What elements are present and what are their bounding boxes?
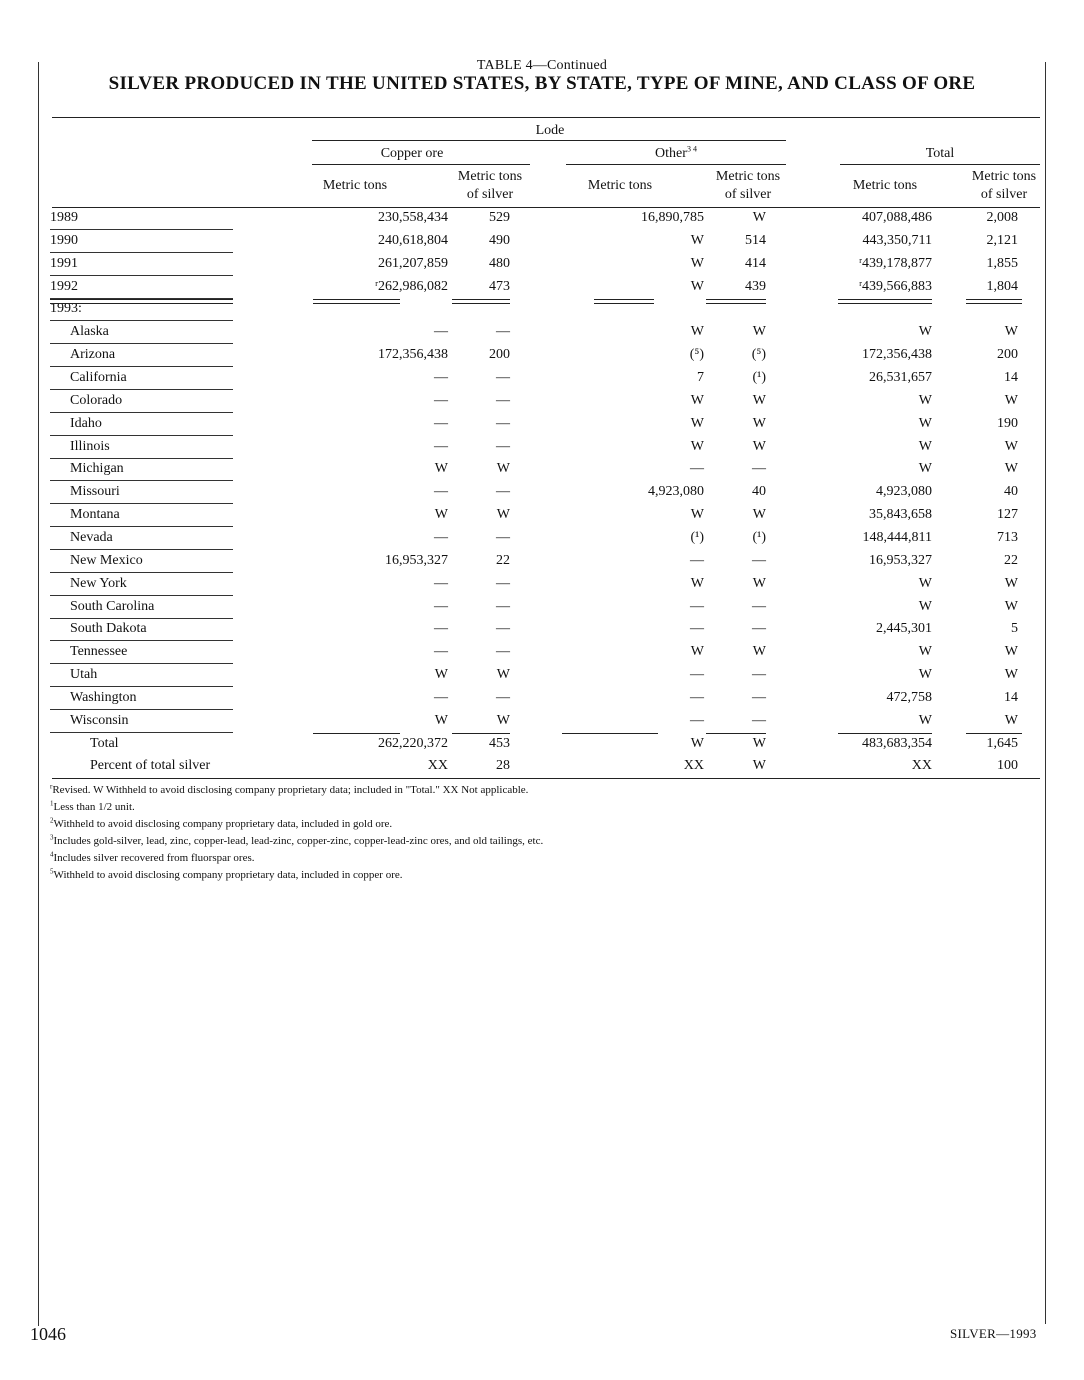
cell-col3: —: [690, 598, 704, 614]
cell-col5: 4,923,080: [876, 484, 932, 500]
row-label: Montana: [70, 507, 120, 523]
cell-col5: W: [918, 575, 932, 591]
cell-col4: —: [752, 667, 766, 682]
row-label: Michigan: [70, 461, 124, 477]
cell-col6: 40: [1004, 484, 1018, 500]
cell-col1: —: [434, 392, 448, 408]
total-rule-c3: [562, 733, 658, 734]
cell-col4: —: [752, 461, 766, 477]
cell-col1: —: [434, 621, 448, 637]
footnote-mark: 4: [50, 850, 54, 859]
cell-col5: W: [918, 438, 932, 454]
cell-col1: —: [434, 529, 448, 545]
other-header: [566, 145, 786, 162]
cell-col6: 14: [1004, 689, 1018, 705]
cell-col1: —: [434, 415, 448, 431]
copper-ore-header: Copper ore: [380, 146, 444, 161]
cell-col5: 472,758: [886, 689, 932, 705]
cell-col6: W: [1004, 324, 1018, 340]
cell-col3: W: [690, 507, 704, 523]
row-label: Arizona: [70, 347, 116, 363]
footnote-text: Includes gold-silver, lead, zinc, copper-lead, lead-zinc, copper-zinc, copper-lead-zinc ores, and old tailings, etc.: [53, 835, 544, 847]
double-rule-c5: [838, 299, 932, 304]
cell-col1: —: [434, 575, 448, 591]
cell-col2: —: [496, 415, 510, 431]
table-row: [50, 207, 1040, 230]
cell-col1: W: [434, 667, 448, 682]
total-rule-c4: [706, 733, 766, 734]
cell-col4: (¹): [752, 370, 766, 385]
cell-col3: W: [690, 392, 704, 408]
cell-col5: 2,445,301: [876, 621, 932, 637]
row-label: 1991: [50, 255, 78, 271]
running-head: SILVER—1993: [950, 1326, 1037, 1341]
copper-ore-rule: [312, 164, 530, 165]
col-total-metric-tons: Metric tons: [852, 178, 918, 193]
table-caption: TABLE 4—Continued: [476, 58, 608, 73]
cell-col4: W: [752, 575, 766, 591]
cell-col6: 2,121: [986, 232, 1018, 248]
cell-col3: W: [690, 278, 704, 294]
cell-col3: W: [690, 644, 704, 660]
cell-col4: 414: [745, 255, 766, 271]
row-label: Tennessee: [70, 644, 128, 660]
cell-col4: W: [752, 392, 766, 408]
cell-col3: —: [690, 461, 704, 477]
table-row: [50, 733, 1040, 756]
lode-rule: [312, 140, 786, 141]
cell-col2: —: [496, 644, 510, 660]
double-rule-c2: [452, 299, 510, 304]
cell-col6: 100: [997, 758, 1018, 774]
cell-col5: 407,088,486: [862, 210, 932, 225]
table-row: [50, 321, 1040, 344]
right-margin-rule: [1045, 62, 1046, 1324]
row-label: 1992: [50, 278, 78, 294]
cell-col3: W: [690, 735, 704, 751]
cell-col1: 240,618,804: [378, 232, 448, 248]
col-other-silver-line2: of silver: [724, 187, 772, 202]
cell-col3: XX: [683, 758, 704, 774]
cell-col4: —: [752, 689, 766, 705]
table-row: [50, 573, 1040, 596]
double-rule-c4: [706, 299, 766, 304]
cell-col5: W: [918, 415, 932, 431]
cell-col3: (¹): [690, 529, 704, 545]
cell-col1: —: [434, 644, 448, 660]
cell-col4: W: [752, 644, 766, 660]
cell-col3: (⁵): [689, 347, 704, 363]
double-rule-c6: [966, 299, 1022, 304]
cell-col2: 529: [489, 210, 510, 225]
table-top-rule: [52, 117, 1040, 118]
cell-col6: 713: [997, 529, 1018, 545]
cell-col6: W: [1004, 712, 1018, 728]
cell-col5: XX: [911, 758, 932, 774]
cell-col4: W: [752, 735, 766, 751]
cell-col1: W: [434, 507, 448, 523]
footnotes: [50, 782, 543, 884]
cell-col6: 200: [997, 347, 1018, 363]
cell-col4: W: [752, 415, 766, 431]
table-row: [50, 687, 1040, 710]
row-label: South Dakota: [70, 621, 147, 637]
cell-col4: —: [752, 621, 766, 637]
cell-col2: —: [496, 438, 510, 454]
cell-col4: 514: [745, 232, 766, 248]
double-rule-stub: [50, 299, 233, 304]
col-copper-silver-line2: of silver: [466, 187, 514, 202]
cell-col4: (¹): [752, 529, 766, 545]
cell-col2: —: [496, 689, 510, 705]
double-rule-c1: [313, 299, 400, 304]
cell-col2: 28: [496, 758, 510, 774]
cell-col5: W: [918, 324, 932, 340]
cell-col3: —: [690, 667, 704, 682]
footnote: [50, 867, 543, 884]
row-label: Wisconsin: [70, 712, 129, 728]
table-row: [50, 390, 1040, 413]
row-label: Total: [90, 735, 119, 751]
cell-col1: —: [434, 598, 448, 614]
footnote-text: Less than 1/2 unit.: [53, 801, 135, 813]
total-rule-c6: [966, 733, 1022, 734]
footnote-text: Revised. W Withheld to avoid disclosing company proprietary data; included in "Total." XX Not applicable.: [52, 784, 529, 796]
col-copper-silver-line1: Metric tons: [457, 169, 523, 184]
table-title: SILVER PRODUCED IN THE UNITED STATES, BY STATE, TYPE OF MINE, AND CLASS OF ORE: [108, 73, 976, 94]
cell-col3: —: [690, 552, 704, 568]
page-number: 1046: [30, 1324, 66, 1344]
table-row: [50, 276, 1040, 299]
total-rule-c1: [313, 733, 400, 734]
footnote-mark: r: [50, 782, 53, 791]
cell-col2: —: [496, 621, 510, 637]
cell-col3: —: [690, 621, 704, 637]
other-rule: [566, 164, 786, 165]
row-label: Washington: [70, 689, 137, 705]
cell-col3: W: [690, 575, 704, 591]
cell-col4: W: [752, 507, 766, 523]
cell-col5: 148,444,811: [862, 529, 932, 545]
row-label: Missouri: [70, 484, 120, 500]
cell-col4: W: [752, 324, 766, 340]
other-header-label: Other: [655, 146, 687, 161]
row-label: Illinois: [70, 438, 110, 454]
footnote-mark: 1: [50, 799, 54, 808]
cell-col6: 1,645: [986, 735, 1018, 751]
cell-col2: 480: [489, 255, 510, 271]
cell-col5: W: [918, 644, 932, 660]
cell-col2: 490: [489, 232, 510, 248]
other-header-footnote-marks: 3 4: [686, 144, 697, 154]
table-row: [50, 367, 1040, 390]
footnote-text: Withheld to avoid disclosing company proprietary data, included in copper ore.: [53, 869, 403, 881]
cell-col5: W: [918, 598, 932, 614]
cell-col5: W: [918, 712, 932, 728]
table-row: [50, 641, 1040, 664]
table-row: [50, 550, 1040, 573]
cell-col6: W: [1004, 598, 1018, 614]
cell-col1: W: [434, 461, 448, 477]
cell-col2: W: [496, 667, 510, 682]
row-label: 1990: [50, 232, 78, 248]
cell-col4: W: [752, 210, 766, 225]
cell-col6: 2,008: [986, 210, 1018, 225]
cell-col1: 262,220,372: [378, 735, 448, 751]
row-label: South Carolina: [70, 598, 155, 614]
cell-col2: W: [496, 507, 510, 523]
cell-col2: —: [496, 598, 510, 614]
table-row: [50, 413, 1040, 436]
table-row: [50, 504, 1040, 527]
row-label: New Mexico: [70, 552, 143, 568]
table-bottom-rule: [52, 778, 1040, 779]
cell-col1: ʳ262,986,082: [374, 278, 448, 294]
cell-col2: —: [496, 484, 510, 500]
cell-col6: W: [1004, 575, 1018, 591]
col-other-silver-line1: Metric tons: [715, 169, 781, 184]
cell-col1: 230,558,434: [378, 210, 448, 225]
cell-col4: W: [752, 758, 766, 774]
table-row: [50, 755, 1040, 778]
cell-col6: 127: [997, 507, 1018, 523]
row-label: California: [70, 370, 127, 385]
cell-col3: 7: [697, 370, 704, 385]
table-row: [50, 618, 1040, 641]
cell-col3: W: [690, 324, 704, 340]
cell-col2: 473: [489, 278, 510, 294]
lode-header: Lode: [535, 123, 565, 138]
cell-col3: W: [690, 232, 704, 248]
cell-col1: XX: [427, 758, 448, 774]
cell-col6: W: [1004, 644, 1018, 660]
cell-col1: W: [434, 712, 448, 728]
cell-col2: —: [496, 575, 510, 591]
row-label: New York: [70, 575, 127, 591]
cell-col3: W: [690, 438, 704, 454]
cell-col2: 22: [496, 552, 510, 568]
cell-col2: —: [496, 370, 510, 385]
cell-col5: 483,683,354: [862, 735, 932, 751]
cell-col5: 443,350,711: [862, 232, 932, 248]
cell-col5: 16,953,327: [869, 552, 932, 568]
cell-col6: 1,804: [986, 278, 1018, 294]
cell-col3: 16,890,785: [641, 210, 704, 225]
total-header: Total: [925, 146, 955, 161]
total-rule-c2: [452, 733, 510, 734]
total-rule-c5: [838, 733, 932, 734]
cell-col1: —: [434, 438, 448, 454]
table-row: [50, 596, 1040, 619]
cell-col2: 453: [489, 735, 510, 751]
cell-col4: —: [752, 598, 766, 614]
col-other-metric-tons: Metric tons: [587, 178, 653, 193]
cell-col2: W: [496, 461, 510, 477]
cell-col5: 172,356,438: [862, 347, 932, 363]
row-label: 1989: [50, 210, 78, 225]
row-label: Colorado: [70, 392, 123, 408]
cell-col3: W: [690, 415, 704, 431]
cell-col6: 14: [1004, 370, 1018, 385]
cell-col1: —: [434, 484, 448, 500]
cell-col4: 439: [745, 278, 766, 294]
cell-col3: —: [690, 712, 704, 728]
cell-col3: —: [690, 689, 704, 705]
cell-col6: W: [1004, 461, 1018, 477]
cell-col2: —: [496, 529, 510, 545]
table-row: [50, 527, 1040, 550]
cell-col5: 26,531,657: [869, 370, 932, 385]
cell-col1: 172,356,438: [378, 347, 448, 363]
row-label: Percent of total silver: [90, 758, 211, 774]
cell-col6: 190: [997, 415, 1018, 431]
footnote: [50, 850, 543, 867]
cell-col2: —: [496, 392, 510, 408]
col-total-silver-line2: of silver: [980, 187, 1028, 202]
col-total-silver: [955, 168, 1053, 204]
footnote: [50, 816, 543, 833]
cell-col1: —: [434, 324, 448, 340]
cell-col1: —: [434, 689, 448, 705]
col-copper-metric-tons: Metric tons: [322, 178, 388, 193]
footnote: [50, 782, 543, 799]
cell-col4: —: [752, 552, 766, 568]
cell-col2: —: [496, 324, 510, 340]
table-row: [50, 458, 1040, 481]
table-row: [50, 710, 1040, 733]
footnote-text: Includes silver recovered from fluorspar ores.: [53, 852, 255, 864]
footnote-text: Withheld to avoid disclosing company proprietary data, included in gold ore.: [53, 818, 393, 830]
table-row: [50, 664, 1040, 687]
footnote: [50, 833, 543, 850]
table-row: [50, 230, 1040, 253]
cell-col5: W: [918, 461, 932, 477]
table-row: [50, 481, 1040, 504]
row-label: Alaska: [70, 324, 109, 340]
cell-col5: ʳ439,178,877: [858, 255, 932, 271]
col-copper-silver: [440, 168, 540, 204]
cell-col2: 200: [489, 347, 510, 363]
table-row: [50, 436, 1040, 459]
cell-col1: —: [434, 370, 448, 385]
cell-col6: W: [1004, 438, 1018, 454]
cell-col5: ʳ439,566,883: [858, 278, 932, 294]
cell-col6: W: [1004, 392, 1018, 408]
cell-col4: (⁵): [751, 347, 766, 363]
cell-col5: W: [918, 667, 932, 682]
left-margin-rule: [38, 62, 39, 1326]
cell-col6: W: [1004, 667, 1018, 682]
footnote-mark: 3: [50, 833, 54, 842]
table-row: [50, 344, 1040, 367]
cell-col4: W: [752, 438, 766, 454]
cell-col2: W: [496, 712, 510, 728]
total-rule: [840, 164, 1040, 165]
cell-col4: —: [752, 712, 766, 728]
row-label: Idaho: [70, 415, 102, 431]
cell-col5: W: [918, 392, 932, 408]
col-total-silver-line1: Metric tons: [971, 169, 1037, 184]
row-label: 1993:: [50, 301, 82, 317]
cell-col6: 1,855: [986, 255, 1018, 271]
cell-col6: 5: [1011, 621, 1018, 637]
col-other-silver: [698, 168, 798, 204]
double-rule-c3: [594, 299, 654, 304]
cell-col5: 35,843,658: [869, 507, 932, 523]
row-label: Utah: [70, 667, 98, 682]
cell-col4: 40: [752, 484, 766, 500]
footnote: [50, 799, 543, 816]
cell-col1: 261,207,859: [378, 255, 448, 271]
table-row: [50, 253, 1040, 276]
cell-col6: 22: [1004, 552, 1018, 568]
cell-col3: W: [690, 255, 704, 271]
footnote-mark: 5: [50, 867, 54, 876]
cell-col3: 4,923,080: [648, 484, 704, 500]
row-label: Nevada: [70, 529, 113, 545]
cell-col1: 16,953,327: [385, 552, 448, 568]
footnote-mark: 2: [50, 816, 54, 825]
